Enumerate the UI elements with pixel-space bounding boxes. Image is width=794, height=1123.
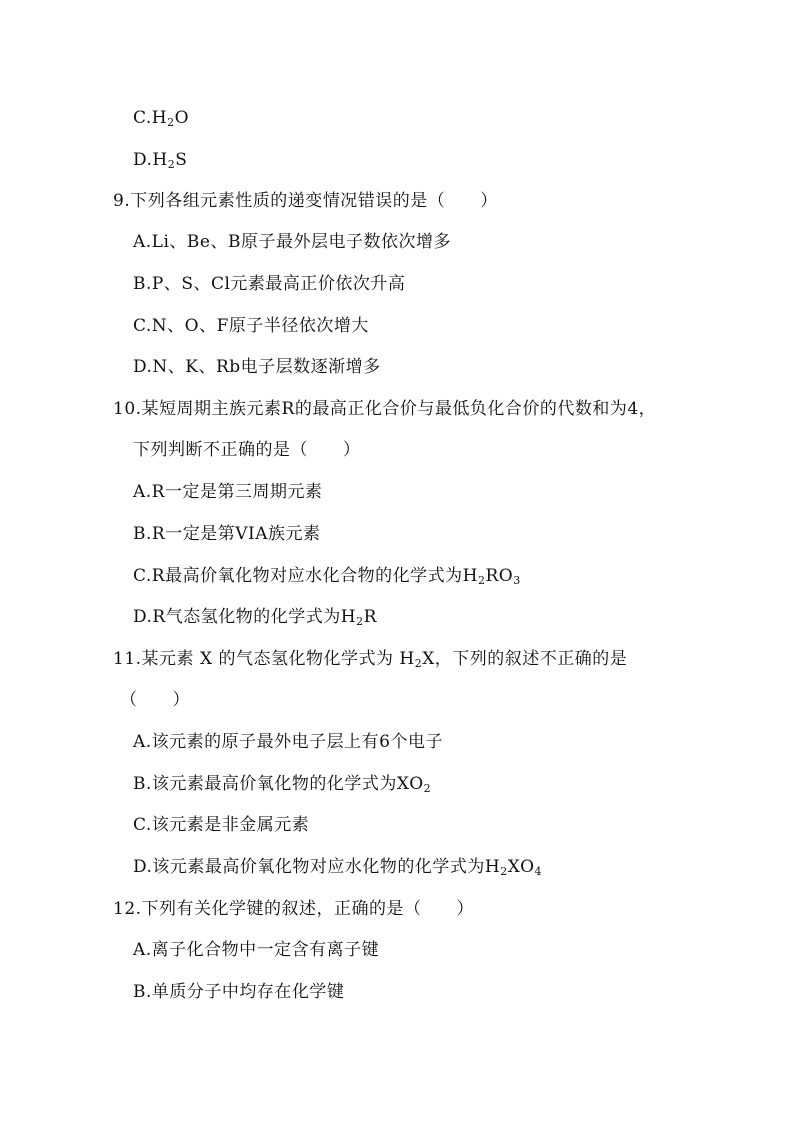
text-run: D.H	[133, 150, 168, 170]
text-run: XO	[507, 857, 535, 877]
text-run: D.R气态氢化物的化学式为H	[133, 607, 357, 627]
question-10-cont	[133, 439, 361, 461]
text-run: A.R一定是第三周期元素	[133, 482, 323, 502]
text-run: S	[175, 150, 188, 170]
option-9d	[133, 356, 381, 378]
subscript: 4	[534, 865, 543, 878]
option-10d	[133, 606, 377, 628]
text-run: RO	[485, 566, 514, 586]
text-run: B.P、S、Cl元素最高正价依次升高	[133, 274, 406, 294]
option-10c	[133, 565, 521, 587]
option-9c	[133, 315, 369, 337]
text-run: D.该元素最高价氧化物对应水化物的化学式为H	[133, 857, 501, 877]
question-11-cont	[120, 689, 190, 711]
subscript: 2	[356, 615, 364, 628]
option-12b	[133, 981, 344, 1003]
question-10	[113, 398, 656, 420]
subscript: 2	[167, 158, 176, 171]
question-11	[113, 648, 627, 670]
text-run: 10.某短周期主族元素R的最高正化合价与最低负化合价的代数和为4，	[113, 399, 657, 419]
text-run: B.R一定是第VIA族元素	[133, 524, 321, 544]
option-11d	[133, 856, 542, 878]
option-10b	[133, 523, 320, 545]
text-run: C.R最高价氧化物对应水化合物的化学式为H	[133, 566, 478, 586]
option-8c	[133, 107, 189, 129]
text-run: A.该元素的原子最外电子层上有6个电子	[133, 732, 443, 752]
text-run: C.N、O、F原子半径依次增大	[133, 316, 369, 336]
option-11b	[133, 773, 431, 795]
text-run: O	[174, 108, 190, 128]
subscript: 2	[167, 116, 175, 129]
question-12	[113, 898, 474, 920]
subscript: 3	[513, 574, 521, 587]
text-run: A.离子化合物中一定含有离子键	[133, 940, 380, 960]
subscript: 2	[414, 657, 423, 670]
text-run: C.该元素是非金属元素	[133, 815, 310, 835]
subscript: 2	[500, 865, 508, 878]
text-run: X，下列的叙述不正确的是	[422, 649, 628, 669]
option-8d	[133, 149, 187, 171]
subscript: 2	[477, 574, 486, 587]
subscript: 2	[423, 782, 432, 795]
text-run: B.单质分子中均存在化学键	[133, 982, 345, 1002]
text-run: 11.某元素 X 的气态氢化物化学式为 H	[113, 649, 415, 669]
text-run: 9.下列各组元素性质的递变情况错误的是（ ）	[113, 191, 498, 211]
text-run: 12.下列有关化学键的叙述，正确的是（ ）	[113, 899, 475, 919]
option-11a	[133, 731, 443, 753]
text-run: R	[363, 607, 377, 627]
option-12a	[133, 939, 379, 961]
text-run: A.Li、Be、B原子最外层电子数依次增多	[133, 232, 451, 252]
option-11c	[133, 814, 309, 836]
question-9	[113, 190, 498, 212]
text-run: 下列判断不正确的是（ ）	[133, 440, 361, 460]
text-run: C.H	[133, 108, 168, 128]
option-9b	[133, 273, 405, 295]
text-run: B.该元素最高价氧化物的化学式为XO	[133, 774, 424, 794]
option-9a	[133, 231, 451, 253]
text-run: （ ）	[120, 690, 190, 710]
text-run: D.N、K、Rb电子层数逐渐增多	[133, 357, 381, 377]
option-10a	[133, 481, 322, 503]
